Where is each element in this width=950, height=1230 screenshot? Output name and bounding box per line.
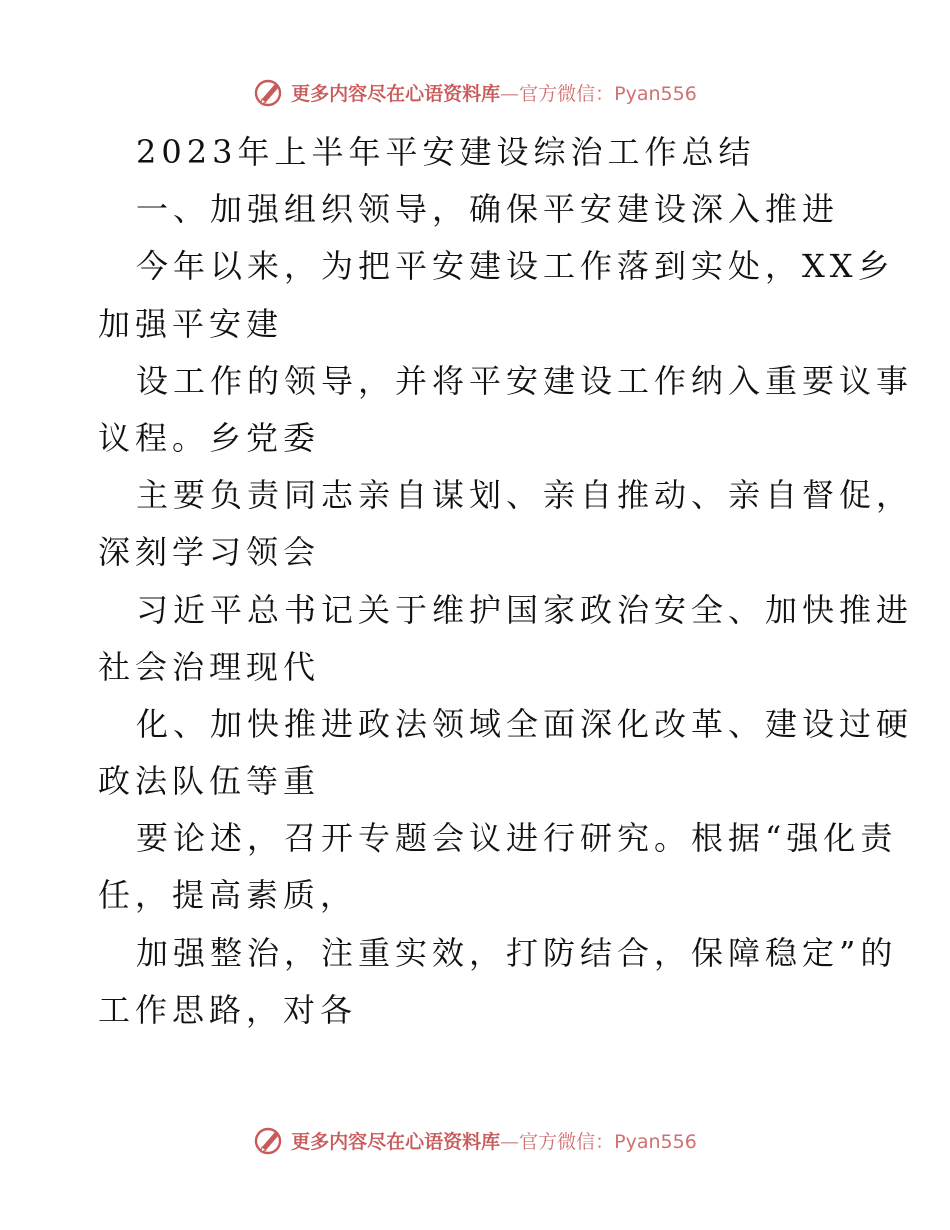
text-line: 深刻学习领会 [98, 533, 321, 572]
text-line: 社会治理现代 [98, 647, 321, 686]
header-watermark [0, 72, 950, 112]
document-body [98, 124, 914, 1039]
text-line: 2023年上半年平安建设综治工作总结 [136, 133, 756, 171]
watermark-text [291, 1127, 697, 1154]
watermark-separator: — [500, 82, 520, 105]
text-line: 习近平总书记关于维护国家政治安全、加快推进 [136, 590, 914, 629]
text-line: 政法队伍等重 [98, 762, 321, 801]
watermark-brand: 更多内容尽在心语资料库 [291, 1130, 501, 1153]
text-line: 任，提高素质， [98, 876, 358, 915]
text-line: 主要负责同志亲自谋划、亲自推动、亲自督促， [136, 476, 914, 515]
text-line: 加强整治，注重实效，打防结合，保障稳定”的 [136, 933, 898, 972]
watermark-text [291, 79, 697, 106]
watermark-separator: — [500, 1130, 520, 1153]
footer-watermark [0, 1120, 950, 1160]
text-line: 议程。乡党委 [98, 418, 321, 457]
text-line: 化、加快推进政法领域全面深化改革、建设过硬 [136, 704, 914, 743]
pen-logo-icon [253, 1124, 285, 1156]
watermark-contact: 官方微信：Pyan556 [519, 82, 697, 105]
text-line: 加强平安建 [98, 304, 284, 343]
text-line: 今年以来，为把平安建设工作落到实处，XX乡 [136, 247, 895, 286]
watermark-contact: 官方微信：Pyan556 [519, 1130, 697, 1153]
watermark-brand: 更多内容尽在心语资料库 [291, 82, 501, 105]
text-line: 设工作的领导，并将平安建设工作纳入重要议事 [136, 361, 914, 400]
text-line: 要论述，召开专题会议进行研究。根据“强化责 [136, 819, 898, 858]
pen-logo-icon [253, 76, 285, 108]
text-line: 工作思路，对各 [98, 990, 358, 1029]
text-line: 一、加强组织领导，确保平安建设深入推进 [136, 190, 840, 229]
